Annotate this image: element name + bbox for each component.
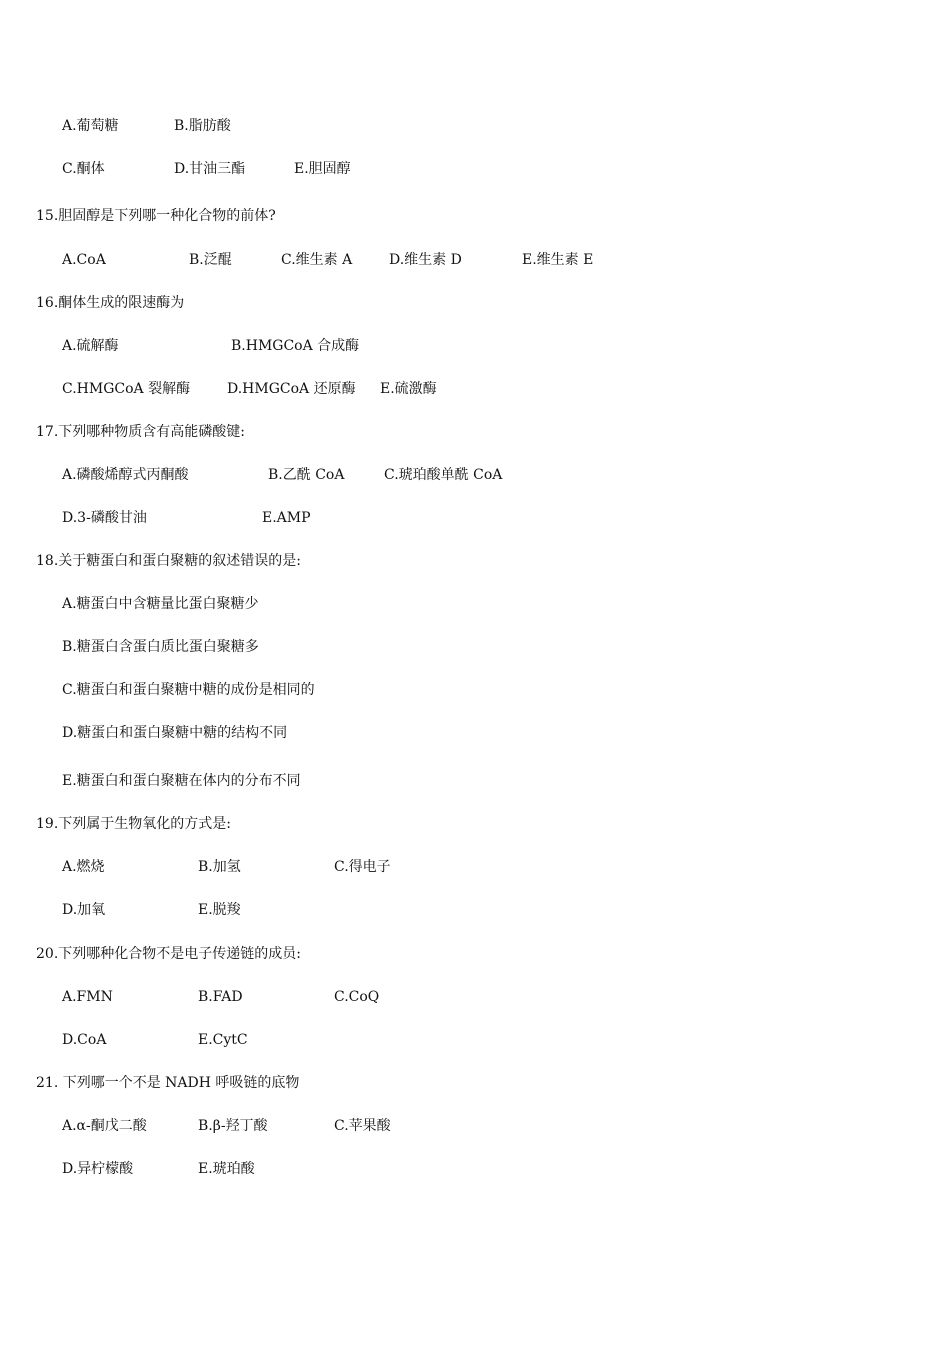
q20-option-a: A.FMN: [62, 989, 113, 1005]
q18-option-b: B.糖蛋白含蛋白质比蛋白聚糖多: [62, 639, 259, 655]
q18-option-e-row: [0, 769, 950, 793]
q21-question: [0, 1071, 950, 1095]
q19-option-d: D.加氧: [62, 902, 106, 918]
q18-option-a: A.糖蛋白中含糖量比蛋白聚糖少: [62, 596, 259, 612]
q19-option-e: E.脱羧: [198, 902, 241, 918]
q16-question: [0, 291, 950, 315]
q17-option-c: C.琥珀酸单酰 CoA: [384, 467, 503, 483]
q17-option-a: A.磷酸烯醇式丙酮酸: [62, 467, 189, 483]
q19-option-a: A.燃烧: [62, 859, 105, 875]
q14-option-d: D.甘油三酯: [174, 161, 246, 177]
q19-options-row-1: [0, 855, 950, 879]
q20-options-row-1: [0, 985, 950, 1009]
q17-question: [0, 420, 950, 444]
q18-text: 18.关于糖蛋白和蛋白聚糖的叙述错误的是:: [36, 553, 301, 569]
q15-question: [0, 204, 950, 228]
q17-option-e: E.AMP: [262, 510, 311, 526]
q17-text: 17.下列哪种物质含有高能磷酸键:: [36, 424, 245, 440]
q17-option-b: B.乙酰 CoA: [268, 467, 345, 483]
q16-options-row-2: [0, 377, 950, 401]
q14-option-b: B.脂肪酸: [174, 118, 231, 134]
q18-option-a-row: [0, 592, 950, 616]
q16-options-row-1: [0, 334, 950, 358]
q16-option-a: A.硫解酶: [62, 338, 119, 354]
q18-option-d-row: [0, 721, 950, 745]
q21-options-row-2: [0, 1157, 950, 1181]
q16-option-c: C.HMGCoA 裂解酶: [62, 381, 191, 397]
q15-text: 15.胆固醇是下列哪一种化合物的前体?: [36, 208, 276, 224]
q20-question: [0, 942, 950, 966]
q14-options-row-2: [0, 157, 950, 181]
q19-option-c: C.得电子: [334, 859, 391, 875]
q16-option-d: D.HMGCoA 还原酶: [227, 381, 356, 397]
q18-option-c: C.糖蛋白和蛋白聚糖中糖的成份是相同的: [62, 682, 315, 698]
q15-option-a: A.CoA: [62, 252, 106, 268]
q21-option-a: A.α-酮戊二酸: [62, 1118, 147, 1134]
q21-option-e: E.琥珀酸: [198, 1161, 255, 1177]
q15-option-c: C.维生素 A: [281, 252, 353, 268]
q20-option-e: E.CytC: [198, 1032, 248, 1048]
q14-options-row-1: [0, 114, 950, 138]
q17-options-row-2: [0, 506, 950, 530]
q17-option-d: D.3-磷酸甘油: [62, 510, 147, 526]
q15-option-d: D.维生素 D: [389, 252, 462, 268]
q16-text: 16.酮体生成的限速酶为: [36, 295, 185, 311]
q20-option-b: B.FAD: [198, 989, 243, 1005]
q16-option-b: B.HMGCoA 合成酶: [231, 338, 360, 354]
q14-option-a: A.葡萄糖: [62, 118, 119, 134]
q21-option-c: C.苹果酸: [334, 1118, 391, 1134]
q20-options-row-2: [0, 1028, 950, 1052]
q20-option-c: C.CoQ: [334, 989, 380, 1005]
q15-option-e: E.维生素 E: [522, 252, 594, 268]
q18-option-b-row: [0, 635, 950, 659]
q18-option-e: E.糖蛋白和蛋白聚糖在体内的分布不同: [62, 773, 301, 789]
q17-options-row-1: [0, 463, 950, 487]
q16-option-e: E.硫激酶: [380, 381, 437, 397]
q19-options-row-2: [0, 898, 950, 922]
q14-option-c: C.酮体: [62, 161, 105, 177]
q15-options-row: [0, 248, 950, 272]
q18-option-c-row: [0, 678, 950, 702]
q14-option-e: E.胆固醇: [294, 161, 351, 177]
q19-option-b: B.加氢: [198, 859, 241, 875]
q21-options-row-1: [0, 1114, 950, 1138]
q21-option-d: D.异柠檬酸: [62, 1161, 134, 1177]
q18-question: [0, 549, 950, 573]
q19-question: [0, 812, 950, 836]
q20-option-d: D.CoA: [62, 1032, 107, 1048]
q18-option-d: D.糖蛋白和蛋白聚糖中糖的结构不同: [62, 725, 288, 741]
q21-text: 21. 下列哪一个不是 NADH 呼吸链的底物: [36, 1075, 300, 1091]
q19-text: 19.下列属于生物氧化的方式是:: [36, 816, 231, 832]
q21-option-b: B.β-羟丁酸: [198, 1118, 268, 1134]
q15-option-b: B.泛醌: [189, 252, 232, 268]
q20-text: 20.下列哪种化合物不是电子传递链的成员:: [36, 946, 301, 962]
